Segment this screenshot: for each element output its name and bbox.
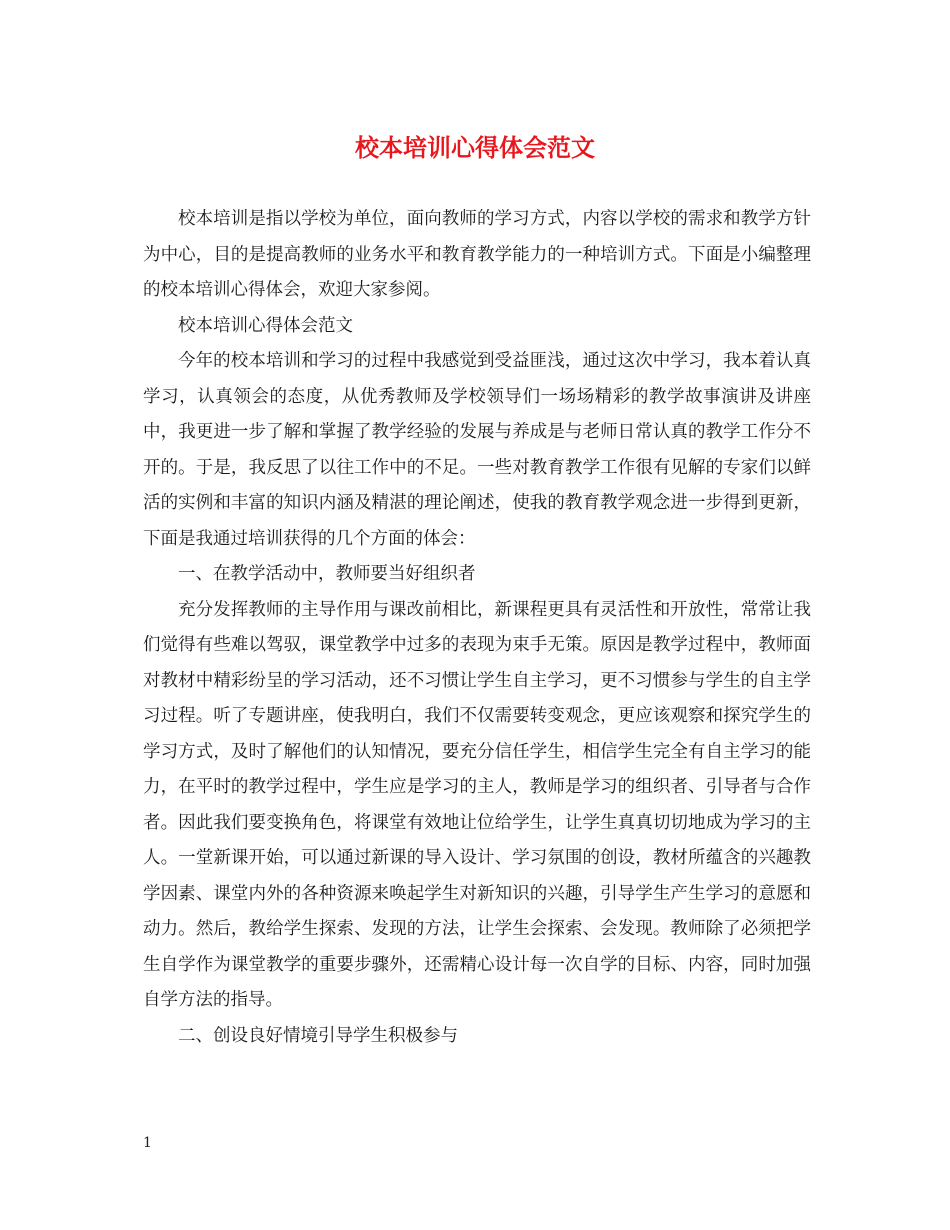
document-body <box>143 202 811 1054</box>
paragraph-subtitle: 校本培训心得体会范文 <box>178 315 353 336</box>
section-heading-2: 二、创设良好情境引导学生积极参与 <box>178 1025 458 1046</box>
page-title: 校本培训心得体会范文 <box>355 133 595 162</box>
paragraph-intro: 校本培训是指以学校为单位，面向教师的学习方式，内容以学校的需求和教学方针为中心，目的是提高教师的业务水平和教育教学能力的一种培训方式。下面是小编整理的校本培训心得体会，欢迎大家参阅。 <box>143 209 811 300</box>
page-number: 1 <box>143 1135 152 1151</box>
section-heading-1: 一、在教学活动中，教师要当好组织者 <box>178 564 476 584</box>
paragraph-section-1: 充分发挥教师的主导作用与课改前相比，新课程更具有灵活性和开放性，常常让我们觉得有些难以驾驭，课堂教学中过多的表现为束手无策。原因是教学过程中，教师面对教材中精彩纷呈的学习活动，还不习惯让学生自主学习，更不习惯参与学生的自主学习过程。听了专题讲座，使我明白，我们不仅需要转变观念，更应该观察和探究学生的学习方式，及时了解他们的认知情况，要充分信任学生，相信学生完全有自主学习的能力，在平时的教学过程中，学生应是学习的主人，教师是学习的组织者、引导者与合作者。因此我们要变换角色，将课堂有效地让位给学生，让学生真真切切地成为学习的主人。一堂新课开始，可以通过新课的导入设计、学习氛围的创设，教材所蕴含的兴趣教学因素、课堂内外的各种资源来唤起学生对新知识的兴趣，引导学生产生学习的意愿和动力。然后，教给学生探索、发现的方法，让学生会探索、会发现。教师除了必须把学生自学作为课堂教学的重要步骤外，还需精心设计每一次自学的目标、内容，同时加强自学方法的指导。 <box>143 599 811 1010</box>
paragraph-reflection: 今年的校本培训和学习的过程中我感觉到受益匪浅，通过这次中学习，我本着认真学习，认真领会的态度，从优秀教师及学校领导们一场场精彩的教学故事演讲及讲座中，我更进一步了解和掌握了教学经验的发展与养成是与老师日常认真的教学工作分不开的。于是，我反思了以往工作中的不足。一些对教育教学工作很有见解的专家们以鲜活的实例和丰富的知识内涵及精湛的理论阐述，使我的教育教学观念进一步得到更新，下面是我通过培训获得的几个方面的体会： <box>143 351 811 549</box>
